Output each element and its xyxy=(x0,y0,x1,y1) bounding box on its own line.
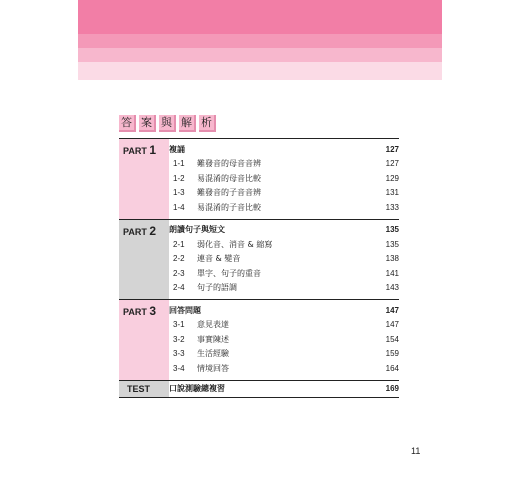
entry-title: 句子的語調 xyxy=(197,283,237,293)
entry-page: 164 xyxy=(385,363,399,373)
toc-test xyxy=(119,380,399,398)
entry-title: 事實陳述 xyxy=(197,334,229,344)
entry-page: 129 xyxy=(385,173,399,183)
entry-title: 弱化音、消音 & 縮寫 xyxy=(197,239,273,249)
toc-part-1 xyxy=(119,138,399,219)
table-of-contents xyxy=(119,138,399,398)
toc-entry[interactable] xyxy=(169,200,399,215)
part-heading-row[interactable] xyxy=(169,142,399,157)
entry-page: 127 xyxy=(385,159,399,169)
entry-code: 3-4 xyxy=(173,363,185,373)
part-entries xyxy=(169,300,399,380)
entry-page: 159 xyxy=(385,349,399,359)
toc-part-2 xyxy=(119,219,399,300)
toc-entry[interactable] xyxy=(169,318,399,333)
part-number: 2 xyxy=(149,223,157,238)
toc-entry[interactable] xyxy=(169,171,399,186)
test-word: TEST xyxy=(127,383,151,394)
entry-title: 連音 & 變音 xyxy=(197,254,241,264)
entry-page: 154 xyxy=(385,334,399,344)
entry-code: 2-1 xyxy=(173,239,185,249)
entry-title: 意見表達 xyxy=(197,320,229,330)
folio: 11 xyxy=(411,446,421,456)
toc-entry[interactable] xyxy=(169,157,399,172)
entry-code: 1-4 xyxy=(173,202,185,212)
entry-code: 2-2 xyxy=(173,254,185,264)
entry-page: 138 xyxy=(385,254,399,264)
toc-part-3 xyxy=(119,299,399,380)
entry-title: 易混淆的子音比較 xyxy=(197,202,261,212)
title-char: 案 xyxy=(139,115,156,132)
part-heading: 回答問題 xyxy=(169,305,201,315)
banner-band xyxy=(78,48,442,62)
entry-title: 單字、句子的重音 xyxy=(197,268,261,278)
entry-page: 131 xyxy=(385,188,399,198)
entry-page: 143 xyxy=(385,283,399,293)
test-label xyxy=(119,381,169,397)
header-banner xyxy=(78,0,442,80)
entry-page: 133 xyxy=(385,202,399,212)
entry-code: 1-2 xyxy=(173,173,185,183)
part-number: 3 xyxy=(149,304,157,318)
part-word: PART xyxy=(123,146,147,156)
entry-title: 易混淆的母音比較 xyxy=(197,173,261,183)
part-heading-row[interactable] xyxy=(169,303,399,318)
test-heading-row[interactable] xyxy=(169,381,399,397)
banner-band xyxy=(78,62,442,80)
part-entries xyxy=(169,139,399,219)
entry-title: 難發音的子音音辨 xyxy=(197,188,261,198)
page-number: 127 xyxy=(385,144,399,154)
toc-entry[interactable] xyxy=(169,347,399,362)
entry-code: 2-3 xyxy=(173,268,185,278)
section-title xyxy=(119,115,219,132)
part-entries xyxy=(169,220,399,300)
toc-entry[interactable] xyxy=(169,252,399,267)
part-label xyxy=(119,139,169,219)
part-word: PART xyxy=(123,307,147,317)
entry-code: 2-4 xyxy=(173,283,185,293)
banner-band xyxy=(78,34,442,48)
page-number: 135 xyxy=(385,225,399,235)
part-label xyxy=(119,220,169,300)
entry-page: 135 xyxy=(385,239,399,249)
toc-entry[interactable] xyxy=(169,237,399,252)
test-heading: 口說測驗總複習 xyxy=(169,384,225,393)
entry-code: 3-2 xyxy=(173,334,185,344)
part-word: PART xyxy=(123,226,147,237)
part-number: 1 xyxy=(149,143,157,157)
title-char: 與 xyxy=(159,115,176,132)
page-number: 147 xyxy=(385,305,399,315)
toc-entry[interactable] xyxy=(169,332,399,347)
title-char: 答 xyxy=(119,115,136,132)
page-number: 169 xyxy=(385,384,399,393)
toc-entry[interactable] xyxy=(169,281,399,296)
title-char: 解 xyxy=(179,115,196,132)
banner-band xyxy=(78,0,442,34)
entry-code: 3-3 xyxy=(173,349,185,359)
entry-page: 141 xyxy=(385,268,399,278)
part-label xyxy=(119,300,169,380)
toc-entry[interactable] xyxy=(169,266,399,281)
title-char: 析 xyxy=(199,115,216,132)
part-heading: 朗讀句子與短文 xyxy=(169,225,225,235)
part-heading-row[interactable] xyxy=(169,223,399,238)
test-entries xyxy=(169,381,399,397)
entry-title: 難發音的母音音辨 xyxy=(197,159,261,169)
entry-code: 1-3 xyxy=(173,188,185,198)
entry-page: 147 xyxy=(385,320,399,330)
toc-entry[interactable] xyxy=(169,361,399,376)
entry-code: 1-1 xyxy=(173,159,185,169)
entry-code: 3-1 xyxy=(173,320,185,330)
toc-entry[interactable] xyxy=(169,186,399,201)
entry-title: 情境回答 xyxy=(197,363,229,373)
entry-title: 生活經驗 xyxy=(197,349,229,359)
part-heading: 複誦 xyxy=(169,144,185,154)
